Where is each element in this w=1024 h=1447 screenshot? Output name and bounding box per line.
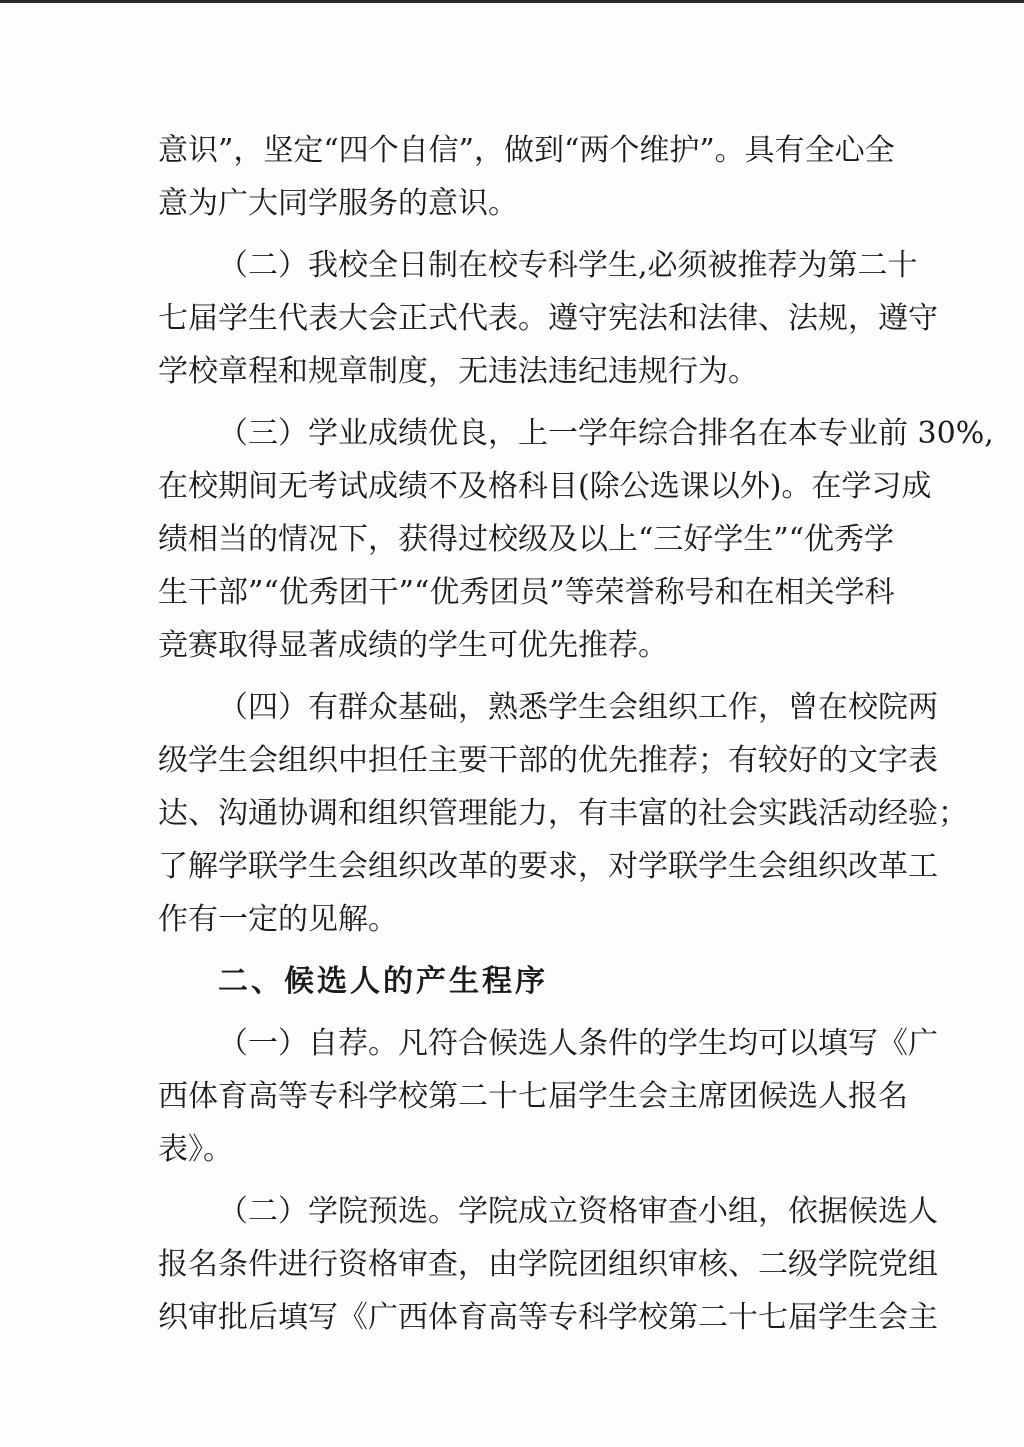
text-line: 学校章程和规章制度，无违法违纪违规行为。 [158,354,758,389]
text-line: 达、沟通协调和组织管理能力，有丰富的社会实践活动经验； [158,796,968,831]
text-line: （二）我校全日制在校专科学生,必须被推荐为第二十 [218,248,918,283]
text-line: 了解学联学生会组织改革的要求，对学联学生会组织改革工 [158,849,938,884]
section-heading: 二、候选人的产生程序 [218,964,548,999]
text-line: 生干部”“优秀团干”“优秀团员”等荣誉称号和在相关学科 [158,575,895,610]
text-line: 级学生会组织中担任主要干部的优先推荐；有较好的文字表 [158,743,938,778]
text-line: 织审批后填写《广西体育高等专科学校第二十七届学生会主 [158,1300,938,1335]
text-line: （一）自荐。凡符合候选人条件的学生均可以填写《广 [218,1026,938,1061]
text-line: 西体育高等专科学校第二十七届学生会主席团候选人报名 [158,1079,908,1114]
text-line: （二）学院预选。学院成立资格审查小组，依据候选人 [218,1194,938,1229]
text-line: （三）学业成绩优良，上一学年综合排名在本专业前 30%, [218,416,994,451]
paragraph-conditions-continued [158,124,895,230]
text-line: 在校期间无考试成绩不及格科目(除公选课以外)。在学习成 [158,469,932,504]
text-line: 报名条件进行资格审查，由学院团组织审核、二级学院党组 [158,1247,938,1282]
paragraph-procedure-2 [158,1185,938,1344]
text-line: 表》。 [158,1132,233,1167]
paragraph-condition-2 [158,239,938,398]
scan-top-edge [0,0,1024,3]
text-line: 意为广大同学服务的意识。 [158,186,518,221]
text-line: （四）有群众基础，熟悉学生会组织工作，曾在校院两 [218,690,938,725]
text-line: 作有一定的见解。 [158,902,398,937]
paragraph-condition-4 [158,681,968,946]
document-body [158,124,994,1344]
paragraph-condition-3 [158,407,994,672]
paragraph-procedure-1 [158,1017,938,1176]
text-line: 竞赛取得显著成绩的学生可优先推荐。 [158,628,668,663]
text-line: 七届学生代表大会正式代表。遵守宪法和法律、法规，遵守 [158,301,938,336]
text-line: 绩相当的情况下，获得过校级及以上“三好学生”“优秀学 [158,522,895,557]
text-line: 意识”，坚定“四个自信”，做到“两个维护”。具有全心全 [158,133,895,168]
